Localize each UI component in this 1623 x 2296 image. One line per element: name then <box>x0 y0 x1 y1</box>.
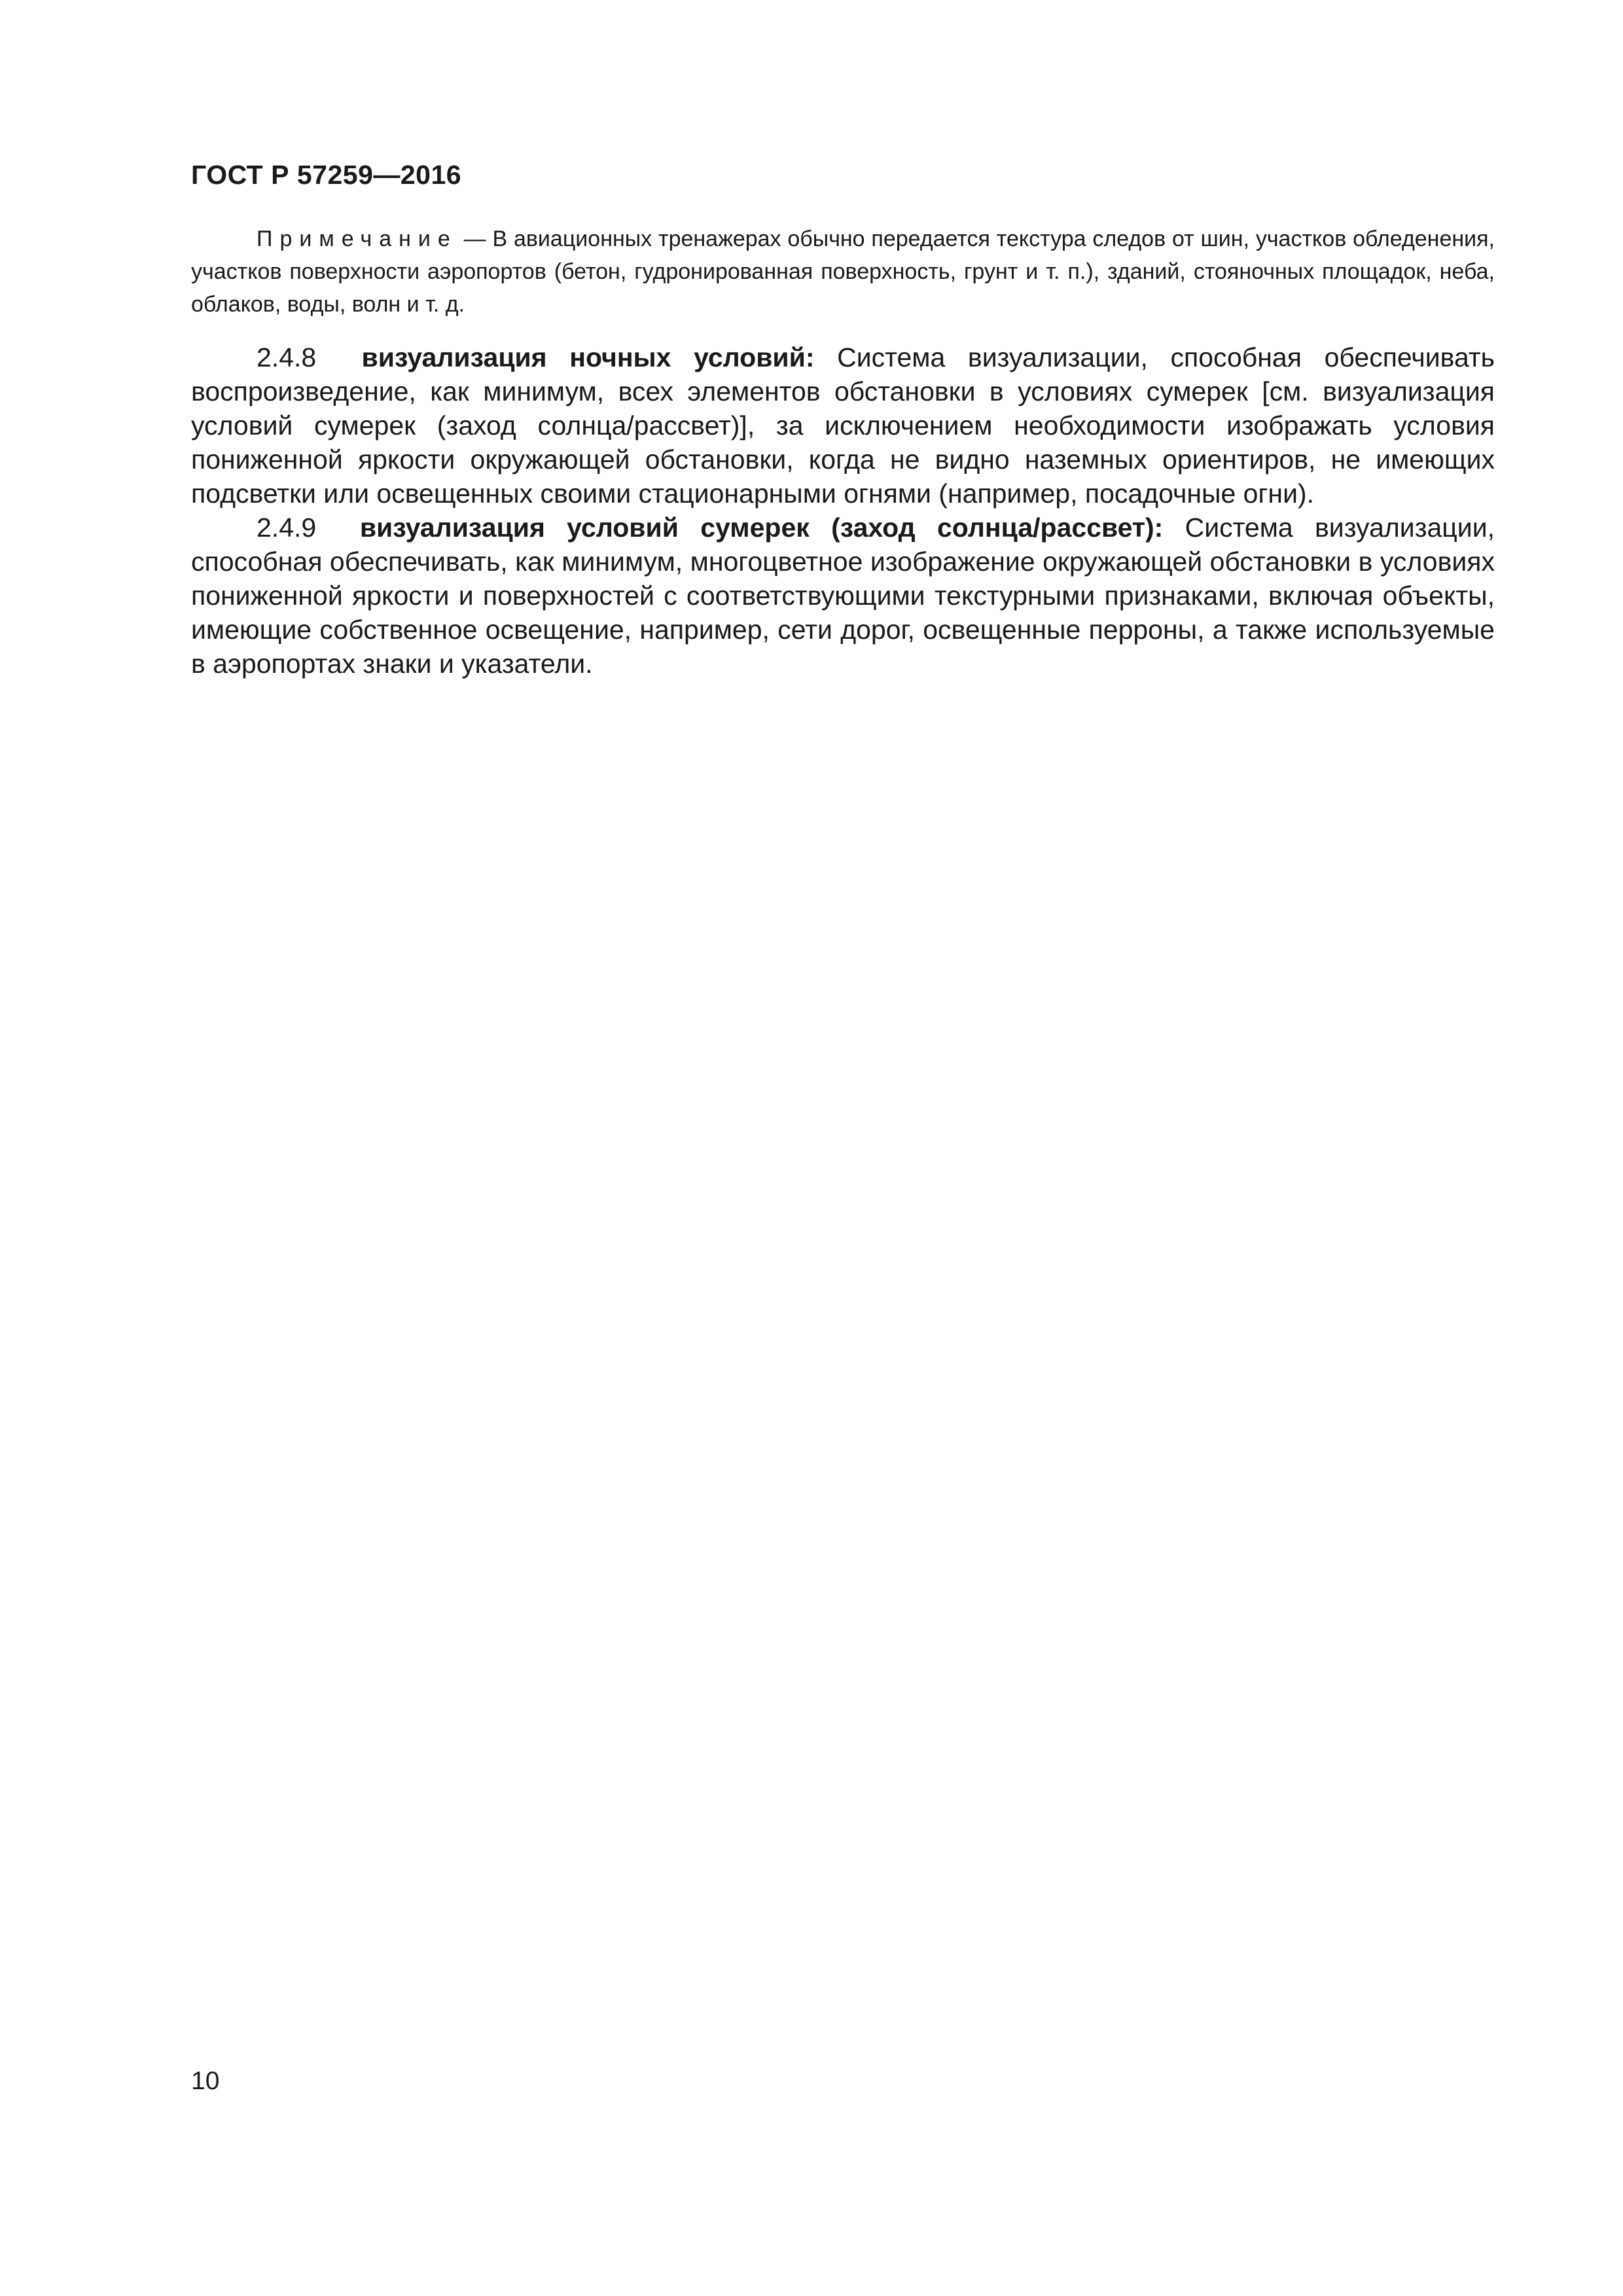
document-body <box>191 223 1495 681</box>
section-term: визуализация ночных условий: <box>361 342 815 372</box>
page-number: 10 <box>191 2067 220 2095</box>
section-number: 2.4.8 <box>257 342 317 372</box>
section-text: Система визуализации, способная обеспечивать, как минимум, многоцветное изображение окружающей обстановки в условиях пониженной яркости и поверхностей с соответствующими текстурными признаками, включая объекты, имеющие собственное освещение, например, сети дорог, освещенные перроны, а также используемые в аэропортах знаки и указатели. <box>191 512 1495 679</box>
section-text: Система визуализации, способная обеспечивать воспроизведение, как минимум, всех элементов обстановки в условиях сумерек [см. визуализация условий сумерек (заход солнца/рассвет)], за исключением необходимости изображать условия пониженной яркости окружающей обстановки, когда не видно наземных ориентиров, не имеющих подсветки или освещенных своими стационарными огнями (например, посадочные огни). <box>191 342 1495 509</box>
note-label: Примечание <box>257 226 457 251</box>
note-paragraph <box>191 223 1495 321</box>
section-term: визуализация условий сумерек (заход солнца/рассвет): <box>359 512 1164 543</box>
document-header: ГОСТ Р 57259—2016 <box>191 160 462 190</box>
section-number: 2.4.9 <box>257 512 317 543</box>
section-2-4-8 <box>191 340 1495 511</box>
note-text: — В авиационных тренажерах обычно передается текстура следов от шин, участков обледенения, участков поверхности аэропортов (бетон, гудронированная поверхность, грунт и т. п.), зданий, стояночных площадок, неба, облаков, воды, волн и т. д. <box>191 226 1495 317</box>
section-2-4-9 <box>191 511 1495 681</box>
